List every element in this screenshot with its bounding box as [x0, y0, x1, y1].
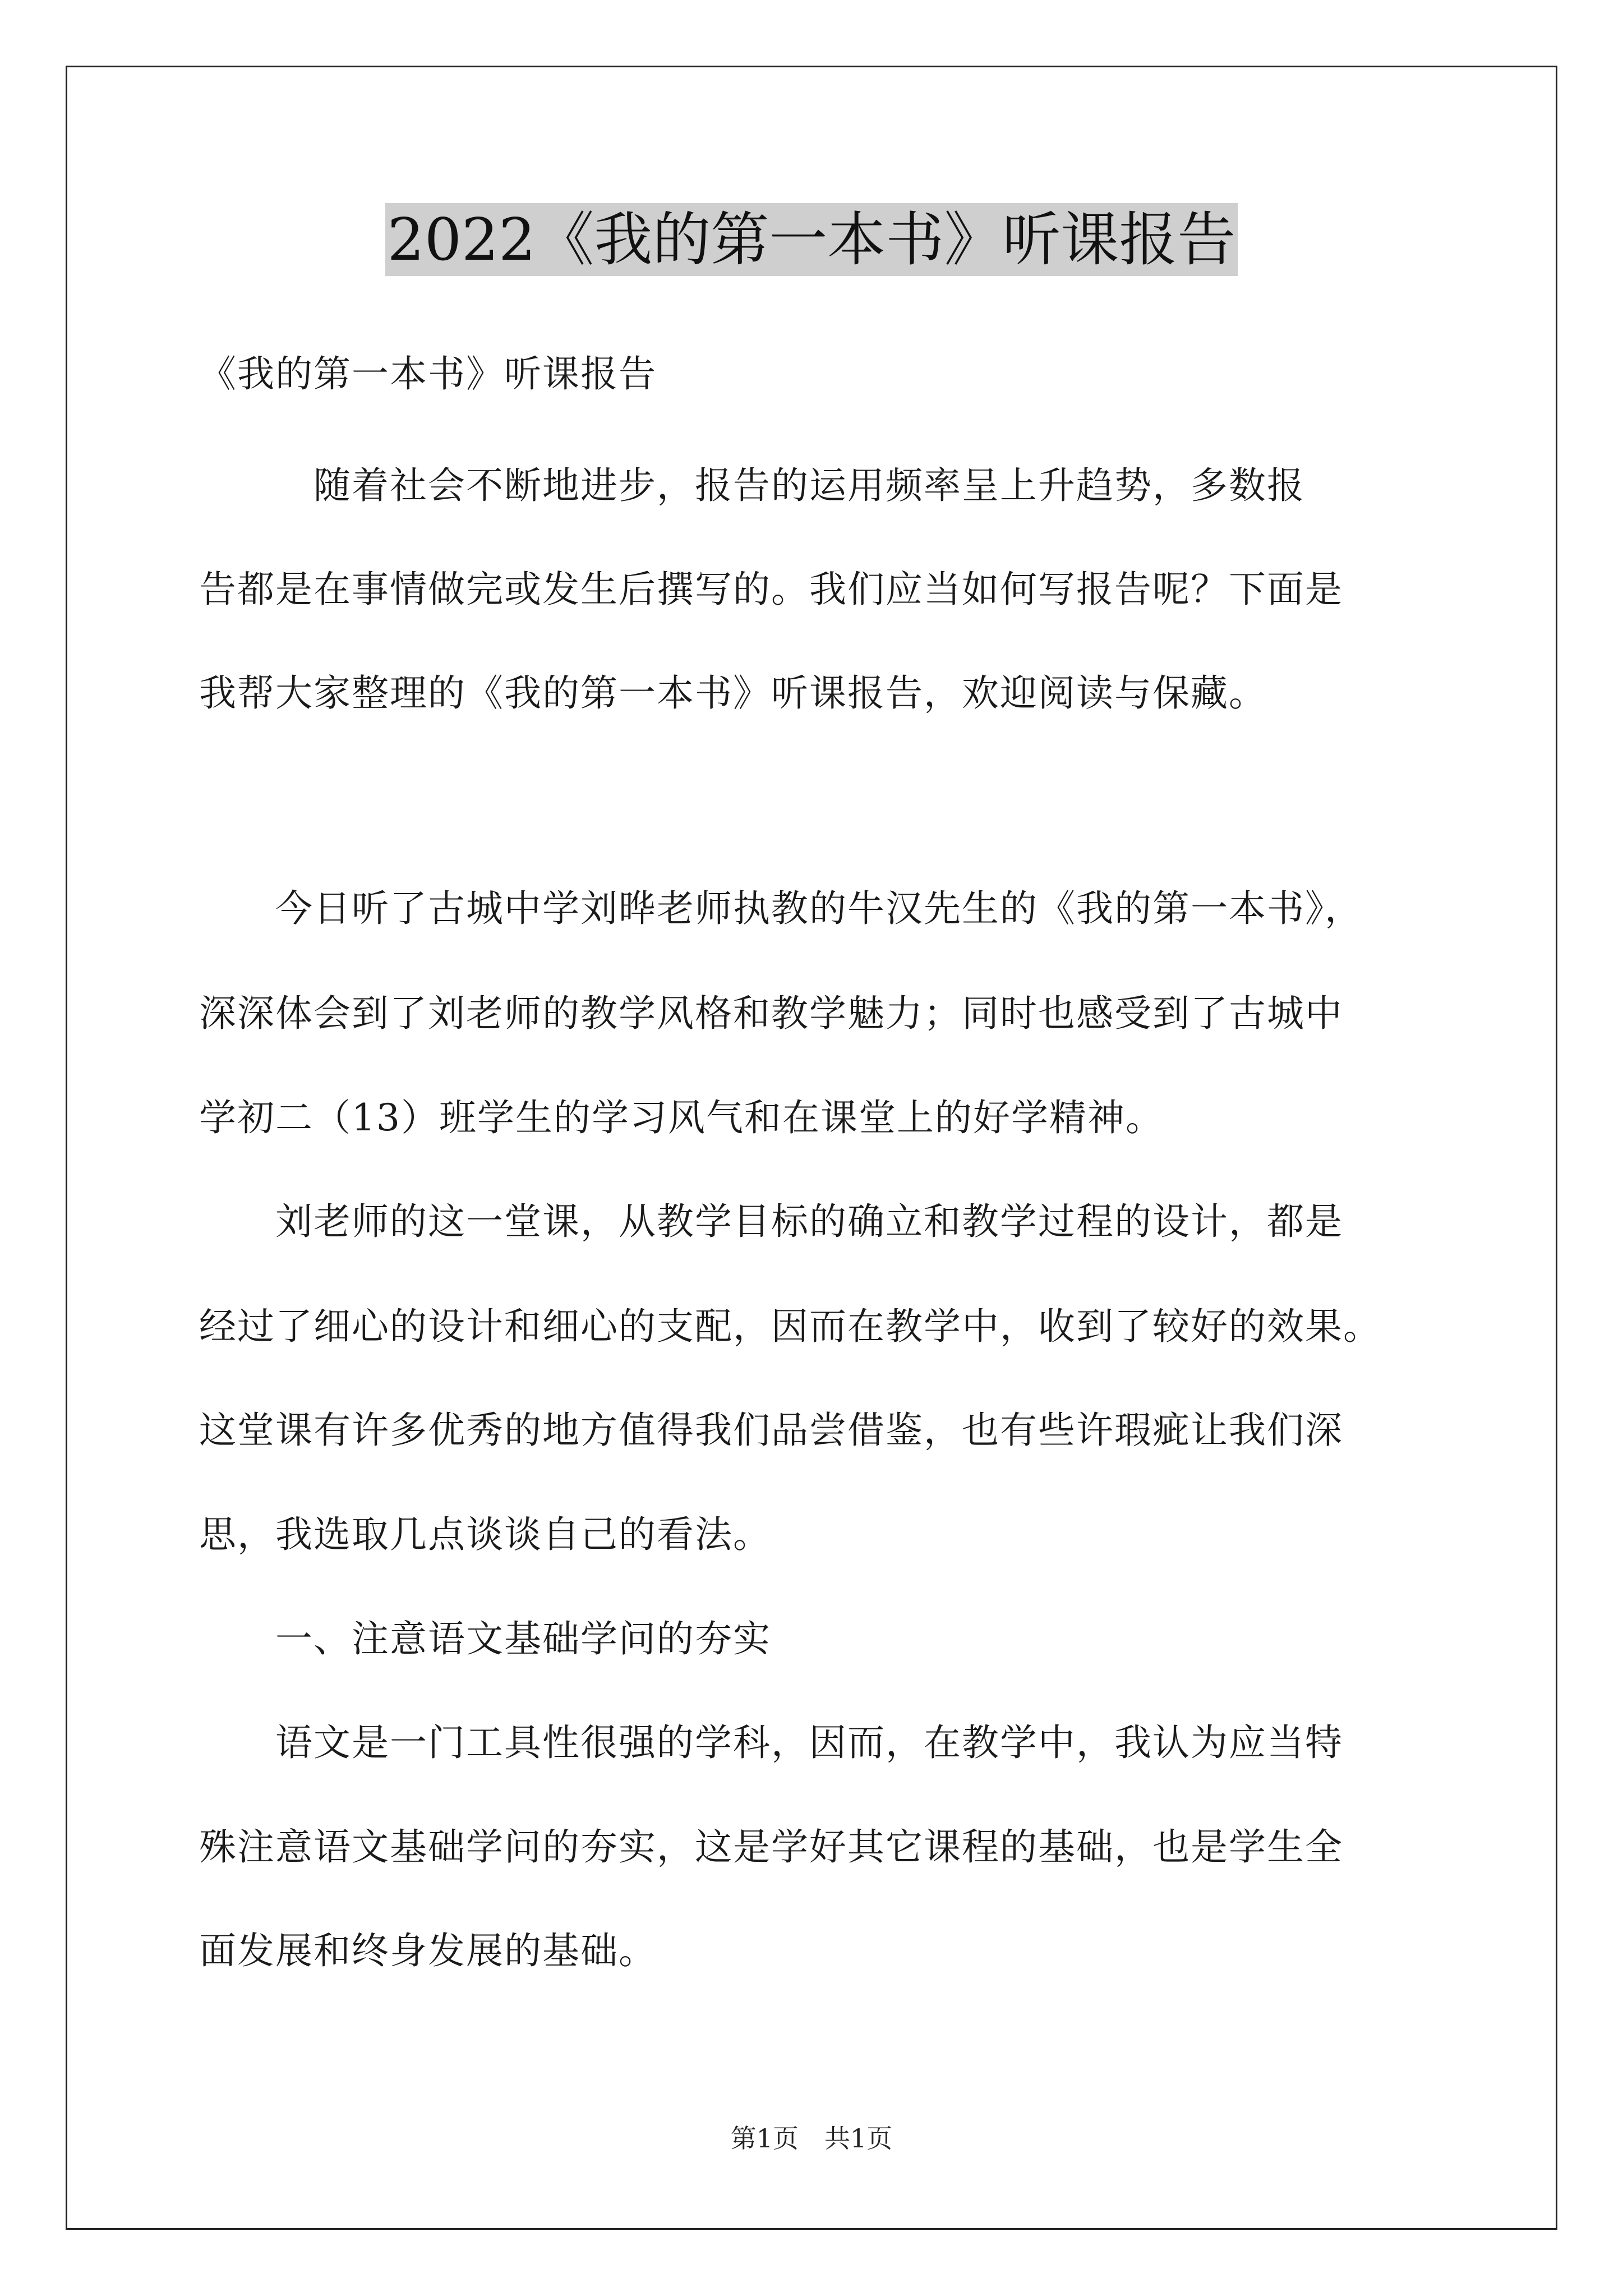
- paragraph-line: 殊注意语文基础学问的夯实，这是学好其它课程的基础，也是学生全: [199, 1825, 1343, 1869]
- page-footer: 第1页 共1页: [730, 2123, 893, 2154]
- section-heading: 一、注意语文基础学问的夯实: [199, 1617, 771, 1660]
- paragraph-line: 随着社会不断地进步，报告的运用频率呈上升趋势，多数报: [199, 464, 1305, 507]
- paragraph-line: 思，我选取几点谈谈自己的看法。: [199, 1513, 771, 1556]
- paragraph-line: 学初二（13）班学生的学习风气和在课堂上的好学精神。: [199, 1096, 1164, 1139]
- paragraph-line: 告都是在事情做完或发生后撰写的。我们应当如何写报告呢？下面是: [199, 568, 1343, 611]
- paragraph-line: 我帮大家整理的《我的第一本书》听课报告，欢迎阅读与保藏。: [199, 671, 1267, 715]
- paragraph-line: 刘老师的这一堂课，从教学目标的确立和教学过程的设计，都是: [199, 1200, 1343, 1243]
- paragraph-line: 深深体会到了刘老师的教学风格和教学魅力；同时也感受到了古城中: [199, 992, 1343, 1035]
- paragraph-line: 面发展和终身发展的基础。: [199, 1929, 657, 1972]
- paragraph-line: 经过了细心的设计和细心的支配，因而在教学中，收到了较好的效果。: [199, 1305, 1381, 1348]
- paragraph-line: 今日听了古城中学刘晔老师执教的牛汉先生的《我的第一本书》，: [199, 887, 1363, 930]
- paragraph-line: 这堂课有许多优秀的地方值得我们品尝借鉴，也有些许瑕疵让我们深: [199, 1409, 1343, 1452]
- title-container: [0, 203, 1623, 276]
- paragraph-line: 语文是一门工具性很强的学科，因而，在教学中，我认为应当特: [199, 1721, 1343, 1764]
- document-title[interactable]: 2022《我的第一本书》听课报告: [385, 203, 1238, 276]
- document-subtitle: 《我的第一本书》听课报告: [199, 352, 657, 395]
